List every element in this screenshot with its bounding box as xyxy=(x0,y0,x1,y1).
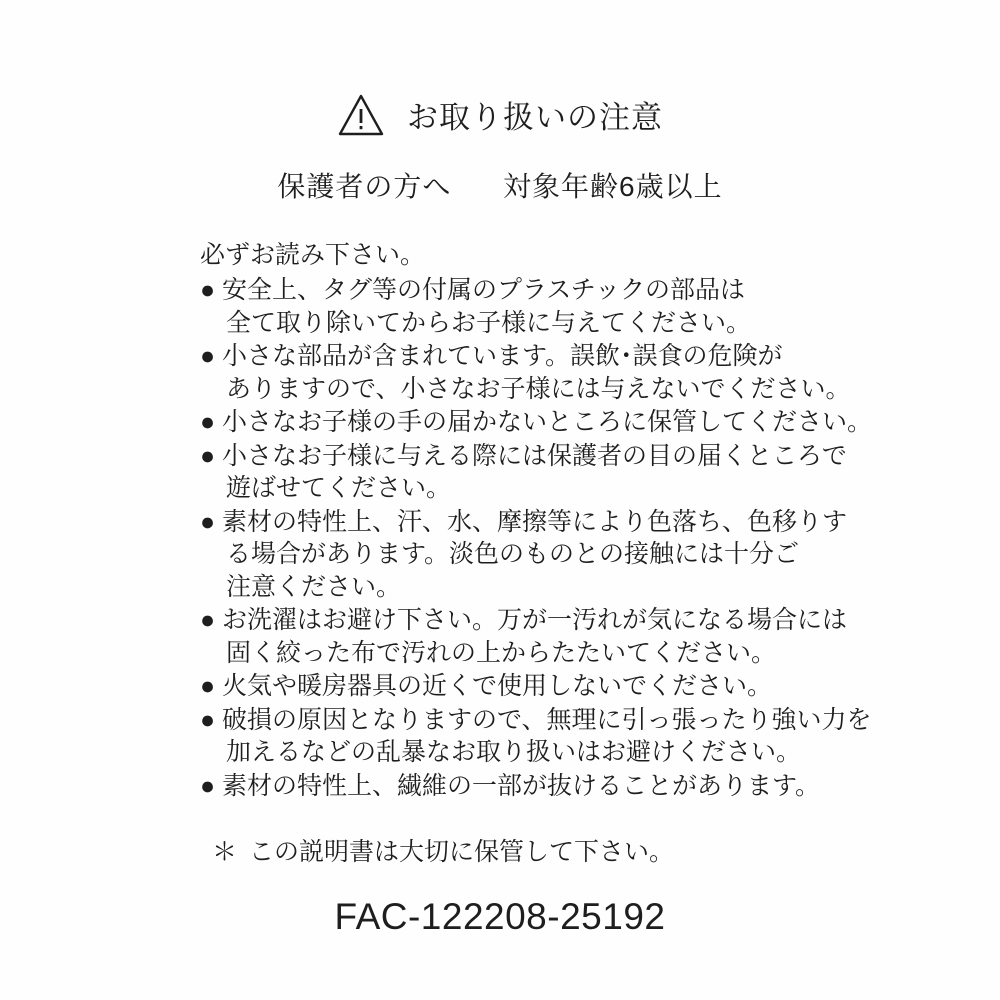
note-line: お洗濯はお避け下さい。万が一汚れが気になる場合には xyxy=(222,606,848,634)
list-item xyxy=(200,406,1000,439)
bullet-icon: ● xyxy=(200,672,216,700)
note-line: 小さなお子様の手の届かないところに保管してください。 xyxy=(222,408,873,436)
bullet-icon: ● xyxy=(200,606,216,634)
note-line: 小さな部品が含まれています。誤飲･誤食の危険が xyxy=(222,342,783,370)
note-line: 注意ください。 xyxy=(226,572,402,601)
footnote-marker: ＊ xyxy=(212,838,238,866)
note-line: 安全上、タグ等の付属のプラスチックの部品は xyxy=(222,276,746,304)
note-line: 加えるなどの乱暴なお取り扱いはお避けください。 xyxy=(226,738,802,766)
list-item xyxy=(200,274,1000,339)
page-title: お取り扱いの注意 xyxy=(407,100,663,135)
product-code: FAC-122208-25192 xyxy=(334,896,666,937)
list-item xyxy=(200,506,1000,604)
bullet-icon: ● xyxy=(200,441,216,470)
subtitle xyxy=(277,165,722,205)
list-item xyxy=(200,770,1000,803)
body-block xyxy=(0,205,1000,868)
note-line: ありますので、小さなお子様には与えないでください。 xyxy=(226,374,851,403)
lead-text: 必ずお読み下さい。 xyxy=(200,241,426,269)
bullet-icon: ● xyxy=(200,507,216,536)
bullet-icon: ● xyxy=(200,342,216,370)
note-line: 小さなお子様に与える際には保護者の目の届くところで xyxy=(222,441,847,470)
note-line: 破損の原因となりますので、無理に引っ張ったり強い力を xyxy=(222,705,872,734)
footnote-text: この説明書は大切に保管して下さい。 xyxy=(249,838,675,866)
note-line: 素材の特性上、汗、水、摩擦等により色落ち、色移りす xyxy=(222,507,848,536)
subtitle-age-text: 対象年齢6歳以上 xyxy=(503,171,723,202)
note-line: 素材の特性上、繊維の一部が抜けることがあります。 xyxy=(222,771,821,800)
warning-triangle-icon xyxy=(337,93,385,137)
note-line: 固く絞った布で汚れの上からたたいてください。 xyxy=(226,638,777,667)
note-line: る場合があります。淡色のものとの接触には十分ご xyxy=(226,540,800,568)
list-item xyxy=(200,340,1000,405)
note-line: 全て取り除いてからお子様に与えてください。 xyxy=(226,308,752,337)
product-code-row xyxy=(0,896,1000,938)
notes-list xyxy=(200,274,1000,802)
list-item xyxy=(200,704,1000,769)
note-line: 遊ばせてください。 xyxy=(226,474,452,502)
bullet-icon: ● xyxy=(200,705,216,734)
bullet-icon: ● xyxy=(200,771,216,800)
note-line: 火気や暖房器具の近くで使用しないでください。 xyxy=(222,672,773,700)
subtitle-row xyxy=(0,137,1000,205)
list-item xyxy=(200,670,1000,703)
bullet-icon: ● xyxy=(200,408,216,436)
bullet-icon: ● xyxy=(200,276,216,304)
list-item xyxy=(200,604,1000,669)
title-row xyxy=(0,0,1000,137)
subtitle-guardian-text: 保護者の方へ xyxy=(277,171,452,202)
list-item xyxy=(200,440,1000,505)
footnote xyxy=(200,832,1000,868)
